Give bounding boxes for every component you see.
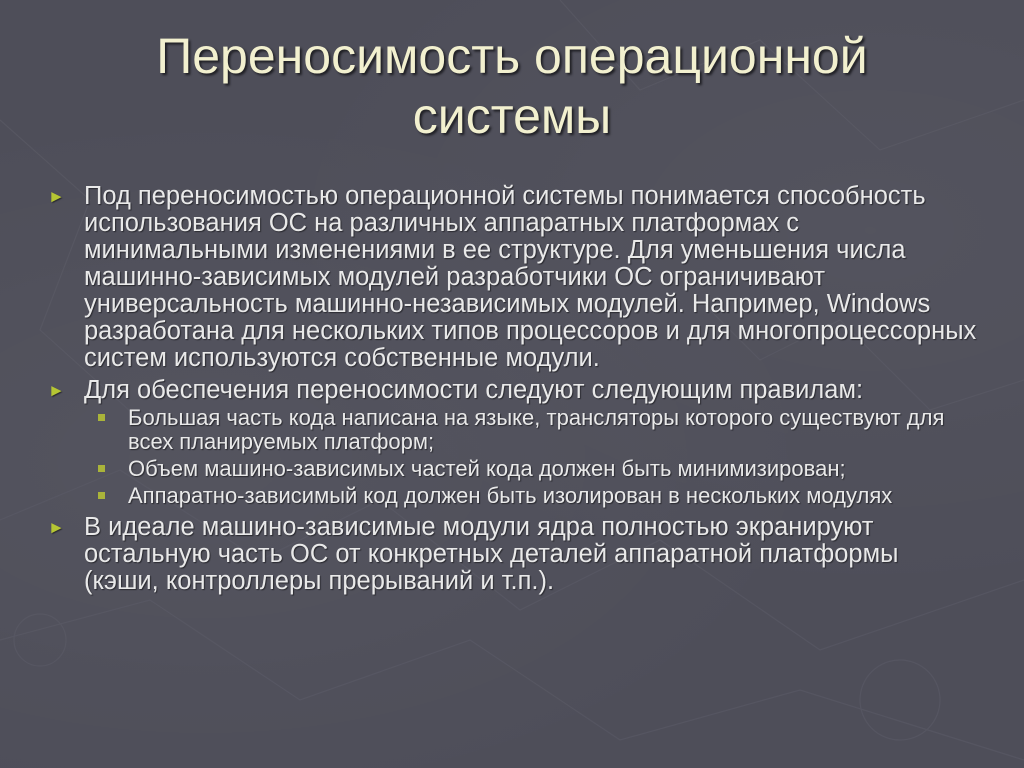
triangle-right-icon: ►: [48, 187, 65, 206]
bullet-text: В идеале машино-зависимые модули ядра полностью экранируют остальную часть ОС от конкретных деталей аппаратной платформы (кэши, контроллеры прерываний и т.п.).: [84, 513, 899, 595]
bullet-item: [48, 183, 978, 372]
sub-bullet-list: [48, 406, 978, 508]
bullet-item: [48, 377, 978, 404]
bullet-item: [48, 514, 978, 595]
square-bullet-icon: [98, 465, 105, 472]
sub-bullet-item: [48, 484, 978, 508]
triangle-right-icon: ►: [48, 381, 65, 400]
square-bullet-icon: [98, 492, 105, 499]
slide-title: Переносимость операционной системы: [156, 28, 868, 144]
sub-bullet-item: [48, 457, 978, 481]
bullet-list: [48, 183, 978, 600]
square-bullet-icon: [98, 414, 105, 421]
bullet-text: Для обеспечения переносимости следуют следующим правилам:: [84, 376, 864, 404]
sub-bullet-item: [48, 406, 978, 454]
sub-bullet-text: Объем машино-зависимых частей кода должен быть минимизирован;: [128, 456, 846, 481]
bullet-text: Под переносимостью операционной системы понимается способность использования ОС на различных аппаратных платформах с минимальными изменениями в ее структуре. Для уменьшения числа машинно-зависимых модулей разработчики ОС ограничивают универсальность машинно-независимых модулей. Например, Windows разработана для нескольких типов процессоров и для многопроцессорных систем используются собственные модули.: [84, 182, 977, 372]
triangle-right-icon: ►: [48, 518, 65, 537]
sub-bullet-text: Аппаратно-зависимый код должен быть изолирован в нескольких модулях: [128, 483, 893, 508]
sub-bullet-text: Большая часть кода написана на языке, трансляторы которого существуют для всех планируемых платформ;: [128, 405, 945, 454]
